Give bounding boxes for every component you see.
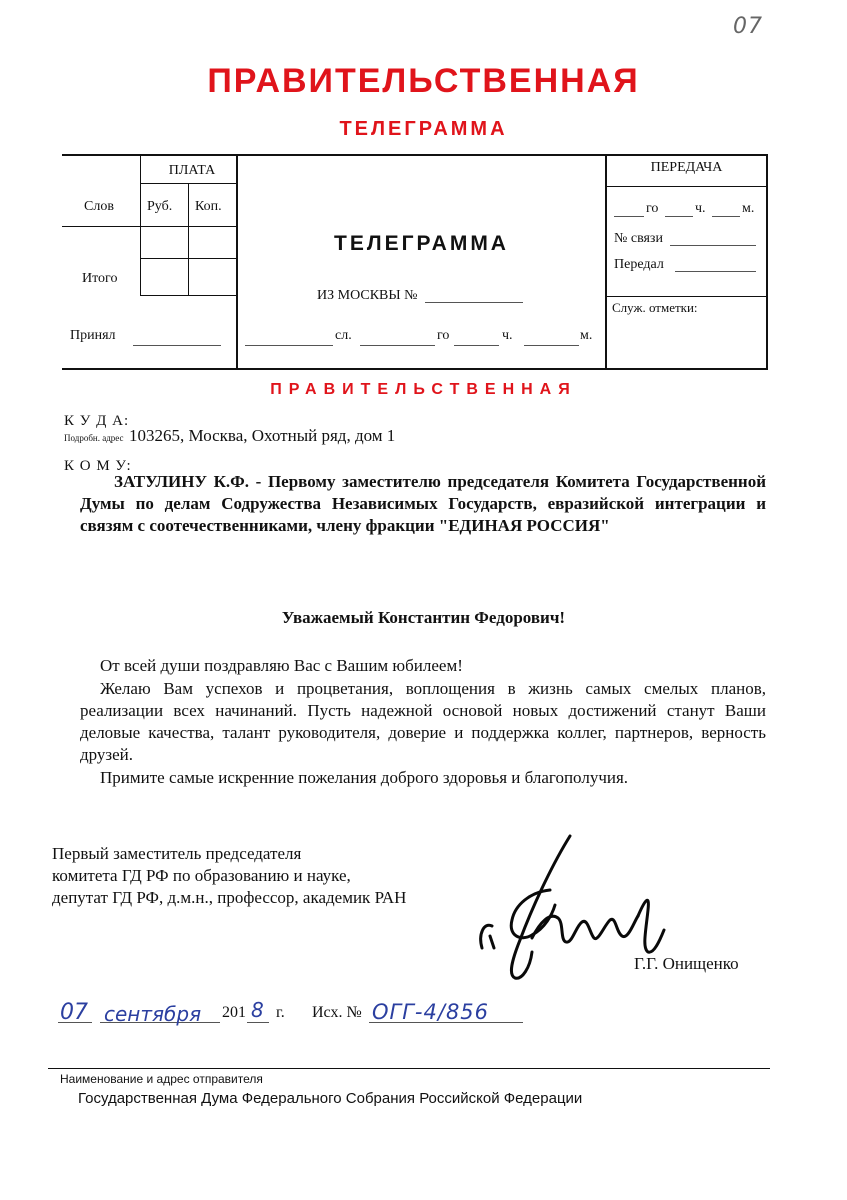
sender-organization: Государственная Дума Федерального Собрания Российской Федерации bbox=[78, 1090, 583, 1107]
signatory-line-2: комитета ГД РФ по образованию и науке, bbox=[52, 866, 351, 885]
prinyal-blank bbox=[133, 345, 221, 346]
date-year-suffix: 8 bbox=[251, 998, 264, 1022]
prinyal-label: Принял bbox=[70, 328, 116, 343]
pered-blank-2 bbox=[665, 216, 693, 217]
from-moscow-blank bbox=[425, 302, 523, 303]
letter-paragraph-2: Желаю Вам успехов и процветания, воплощения в жизнь самых смелых планов, реализации всех начинаний. Пусть надежной основой новых достижений станут Ваши деловые качества, талант руководителя, доверие и поддержка коллег, партнеров, верность друзей. bbox=[80, 679, 766, 764]
signatory-line-1: Первый заместитель председателя bbox=[52, 844, 302, 863]
signatory-line-3: депутат ГД РФ, д.м.н., профессор, академик РАН bbox=[52, 888, 407, 907]
plata-left-line bbox=[140, 154, 141, 296]
kuda-label: К У Д А: bbox=[64, 413, 130, 429]
peredacha-label: ПЕРЕДАЧА bbox=[650, 160, 723, 175]
form-bottom-border bbox=[62, 368, 768, 370]
pered-blank-1 bbox=[614, 216, 644, 217]
kop-label: Коп. bbox=[195, 199, 222, 214]
greeting: Уважаемый Константин Федорович! bbox=[281, 608, 566, 627]
sluzh-line bbox=[605, 296, 768, 297]
signatory-title bbox=[52, 843, 406, 909]
date-day: 07 bbox=[60, 1000, 88, 1025]
sender-label: Наименование и адрес отправителя bbox=[60, 1072, 263, 1086]
center-blank-1 bbox=[245, 345, 333, 346]
ch-label: ч. bbox=[502, 328, 513, 343]
pered-blank-3 bbox=[712, 216, 740, 217]
rub-label: Руб. bbox=[147, 199, 173, 214]
form-top-border bbox=[62, 154, 768, 156]
date-month: сентября bbox=[104, 1002, 202, 1026]
letter-paragraph-3: Примите самые искренние пожелания доброго здоровья и благополучия. bbox=[100, 768, 629, 787]
peredacha-line bbox=[605, 186, 768, 187]
plata-row-line bbox=[140, 258, 236, 259]
date-year-line bbox=[247, 1022, 269, 1023]
plata-mid-line bbox=[188, 183, 189, 296]
itogo-label: Итого bbox=[82, 271, 118, 286]
svyazi-label: № связи bbox=[614, 231, 663, 246]
slov-label: Слов bbox=[84, 199, 114, 214]
svyazi-blank bbox=[670, 245, 756, 246]
page-number-handwritten: 07 bbox=[733, 14, 763, 39]
government-spaced-heading: ПРАВИТЕЛЬСТВЕННАЯ bbox=[270, 381, 577, 398]
center-blank-2 bbox=[360, 345, 435, 346]
plata-label: ПЛАТА bbox=[168, 163, 216, 178]
peredal-blank bbox=[675, 271, 756, 272]
from-moscow-label: ИЗ МОСКВЫ № bbox=[317, 288, 418, 303]
komu-label: К О М У: bbox=[64, 458, 132, 474]
peredal-label: Передал bbox=[614, 257, 664, 272]
pered-m: м. bbox=[742, 201, 755, 216]
document-subtitle: ТЕЛЕГРАММА bbox=[339, 118, 508, 140]
document-title: ПРАВИТЕЛЬСТВЕННАЯ bbox=[207, 62, 640, 100]
signatory-name: Г.Г. Онищенко bbox=[634, 954, 739, 973]
pered-go: го bbox=[646, 201, 659, 216]
ref-label: Исх. № bbox=[312, 1004, 362, 1021]
sl-label: сл. bbox=[335, 328, 352, 343]
form-divider-left bbox=[236, 154, 238, 370]
date-year-prefix: 201 bbox=[222, 1004, 246, 1021]
go-label: го bbox=[437, 328, 450, 343]
sluzh-label: Служ. отметки: bbox=[612, 300, 698, 315]
podrob-label: Подробн. адрес bbox=[64, 433, 124, 443]
center-blank-3 bbox=[454, 345, 499, 346]
recipient-text: ЗАТУЛИНУ К.Ф. - Первому заместителю председателя Комитета Государственной Думы по делам Содружества Независимых Государств, евразийской интеграции и связям с соотечественниками, члену фракции "ЕДИНАЯ РОССИЯ" bbox=[80, 472, 766, 535]
date-g: г. bbox=[276, 1004, 285, 1021]
pered-ch: ч. bbox=[695, 201, 706, 216]
footer-separator bbox=[48, 1068, 770, 1069]
ref-number: ОГГ-4/856 bbox=[372, 1000, 490, 1024]
slov-row-line bbox=[62, 226, 236, 227]
telegram-label: ТЕЛЕГРАММА bbox=[334, 232, 509, 255]
center-blank-4 bbox=[524, 345, 579, 346]
letter-paragraph-1: От всей души поздравляю Вас с Вашим юбилеем! bbox=[100, 656, 463, 675]
kuda-address: 103265, Москва, Охотный ряд, дом 1 bbox=[129, 426, 396, 445]
plata-bottom-line bbox=[140, 295, 236, 296]
m-label: м. bbox=[580, 328, 593, 343]
